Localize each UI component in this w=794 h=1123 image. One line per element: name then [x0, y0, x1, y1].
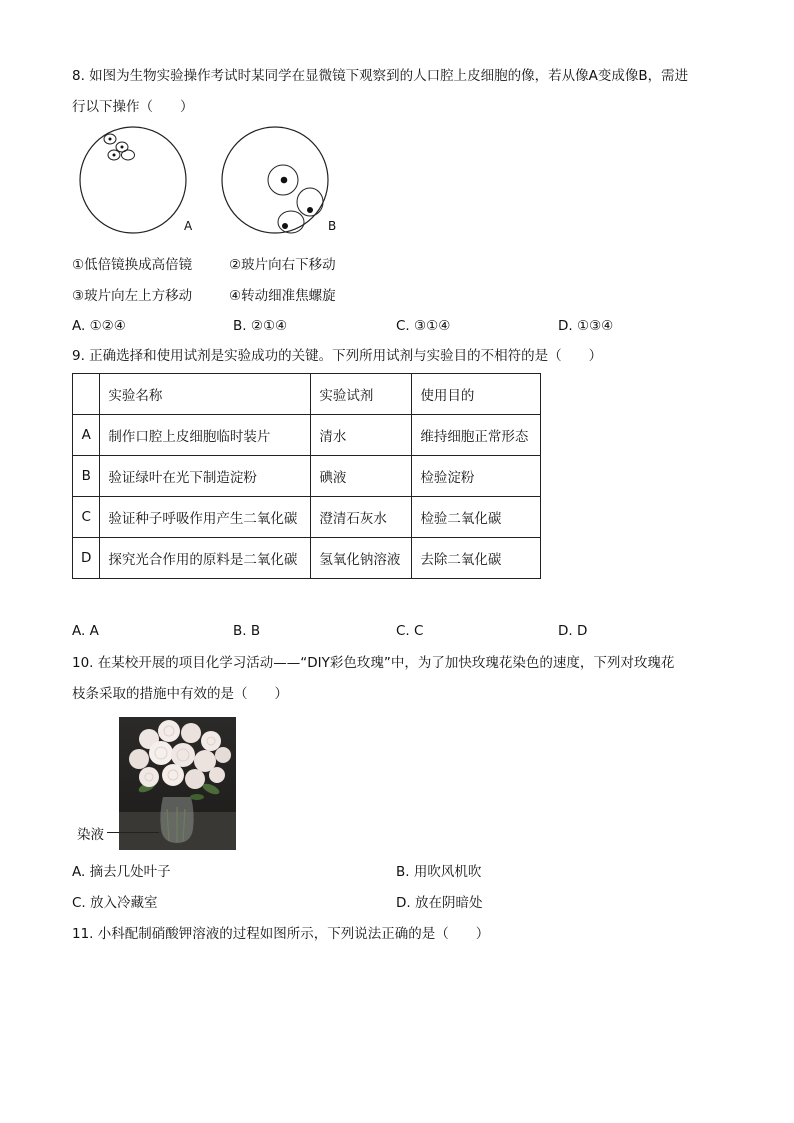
q10-option-d: D. 放在阴暗处 [396, 895, 483, 911]
table-cell: 氢氧化钠溶液 [311, 538, 412, 579]
table-header-cell [73, 374, 100, 415]
table-row [73, 497, 541, 538]
table-cell: C [73, 497, 100, 538]
q9-option-a: A. A [72, 623, 99, 639]
table-cell: 维持细胞正常形态 [412, 415, 541, 456]
figure-label-b: B [328, 219, 337, 233]
q8-stem-line1: 8. 如图为生物实验操作考试时某同学在显微镜下观察到的人口腔上皮细胞的像，若从像A变成像B，需进 [72, 68, 689, 84]
table-cell: D [73, 538, 100, 579]
q10-stem-line2: 枝条采取的措施中有效的是（ ） [72, 686, 288, 702]
table-header-cell: 实验试剂 [311, 374, 412, 415]
dye-pointer-line [107, 832, 159, 833]
table-cell: 制作口腔上皮细胞临时装片 [100, 415, 311, 456]
q9-stem: 9. 正确选择和使用试剂是实验成功的关键。下列所用试剂与实验目的不相符的是（ ） [72, 348, 603, 364]
table-cell: 验证绿叶在光下制造淀粉 [100, 456, 311, 497]
table-row [73, 456, 541, 497]
q10-stem-line1: 10. 在某校开展的项目化学习活动——“DIY彩色玫瑰”中，为了加快玫瑰花染色的速度，下列对玫瑰花 [72, 655, 675, 671]
rose-vase-photo [119, 717, 236, 850]
q8-option-c: C. ③①④ [396, 318, 451, 334]
table-cell: 清水 [311, 415, 412, 456]
table-cell: 检验淀粉 [412, 456, 541, 497]
table-header-cell: 使用目的 [412, 374, 541, 415]
reagent-table [72, 373, 541, 579]
microscope-view-a [75, 125, 195, 237]
table-cell: B [73, 456, 100, 497]
table-cell: 验证种子呼吸作用产生二氧化碳 [100, 497, 311, 538]
table-cell: 探究光合作用的原料是二氧化碳 [100, 538, 311, 579]
q8-option-b: B. ②①④ [233, 318, 288, 334]
table-header-row [73, 374, 541, 415]
q10-option-a: A. 摘去几处叶子 [72, 864, 171, 880]
dye-solution-label: 染液 [77, 827, 104, 843]
figure-label-a: A [184, 219, 193, 233]
q8-step-3: ③玻片向左上方移动 [72, 288, 193, 304]
q8-step-1: ①低倍镜换成高倍镜 [72, 257, 193, 273]
q9-option-d: D. D [558, 623, 588, 639]
q8-option-d: D. ①③④ [558, 318, 614, 334]
table-row [73, 538, 541, 579]
microscope-view-b [218, 125, 338, 237]
q10-option-c: C. 放入冷藏室 [72, 895, 158, 911]
q8-stem-line2: 行以下操作（ ） [72, 99, 194, 115]
table-cell: 检验二氧化碳 [412, 497, 541, 538]
table-cell: 碘液 [311, 456, 412, 497]
q9-option-c: C. C [396, 623, 424, 639]
q8-step-2: ②玻片向右下移动 [229, 257, 336, 273]
q8-option-a: A. ①②④ [72, 318, 126, 334]
table-row [73, 415, 541, 456]
q9-option-b: B. B [233, 623, 261, 639]
q11-stem: 11. 小科配制硝酸钾溶液的过程如图所示，下列说法正确的是（ ） [72, 926, 490, 942]
table-cell: A [73, 415, 100, 456]
q10-option-b: B. 用吹风机吹 [396, 864, 482, 880]
table-cell: 去除二氧化碳 [412, 538, 541, 579]
table-header-cell: 实验名称 [100, 374, 311, 415]
q8-step-4: ④转动细准焦螺旋 [229, 288, 336, 304]
table-cell: 澄清石灰水 [311, 497, 412, 538]
